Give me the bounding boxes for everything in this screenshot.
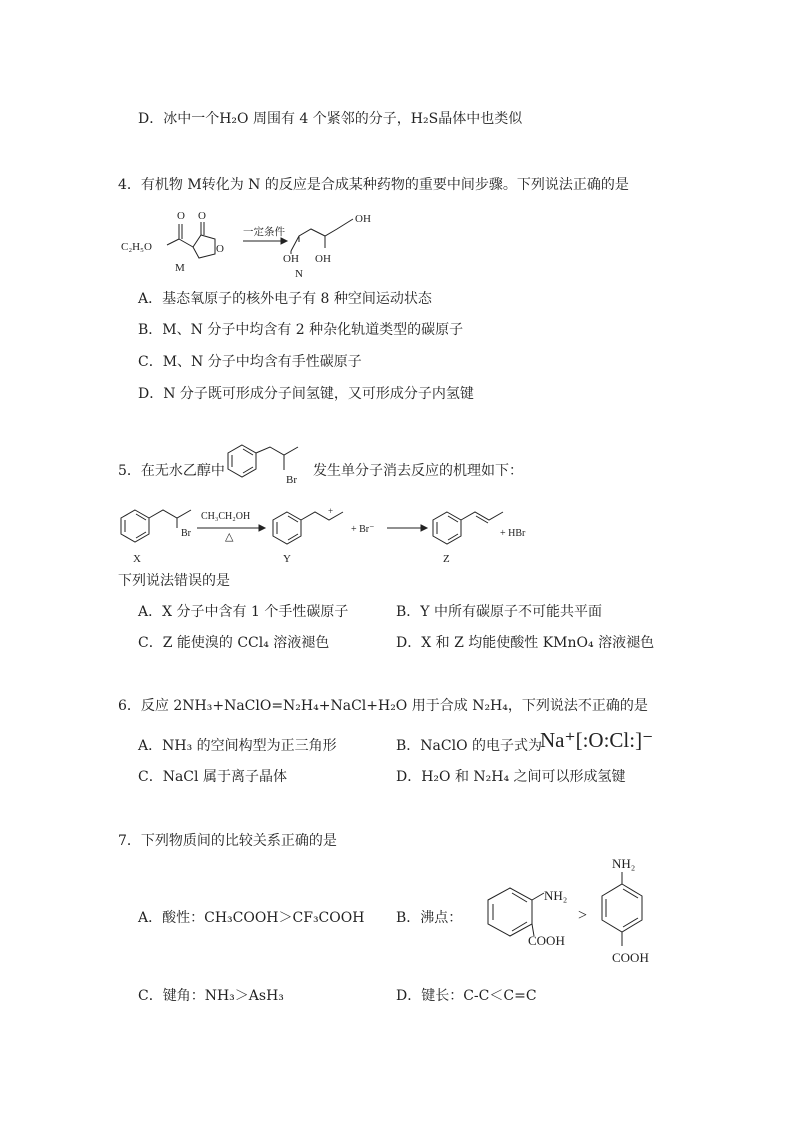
q5-option-a: A．X 分子中含有 1 个手性碳原子: [138, 604, 349, 620]
svg-text:COOH: COOH: [528, 933, 565, 948]
q5-condition-heat: △: [225, 531, 234, 543]
q4-stem: 4．有机物 M转化为 N 的反应是合成某种药物的重要中间步骤。下列说法正确的是: [118, 177, 629, 193]
q7-stem: 7．下列物质间的比较关系正确的是: [118, 833, 337, 849]
svg-text:OH: OH: [315, 253, 331, 265]
naclo-electron-formula: Na⁺[:O:Cl:]⁻: [540, 728, 654, 752]
svg-text:O: O: [198, 210, 206, 222]
svg-text:+: +: [328, 506, 334, 516]
q6-option-b: B．NaClO 的电子式为: [396, 738, 543, 754]
q6-option-c: C．NaCl 属于离子晶体: [138, 769, 287, 785]
q6-stem: 6．反应 2NH₃+NaClO=N₂H₄+NaCl+H₂O 用于合成 N₂H₄，下列说法不正确的是: [118, 698, 648, 714]
svg-text:O: O: [177, 210, 185, 222]
svg-text:Br: Br: [286, 474, 297, 486]
q4-condition: 一定条件: [243, 227, 285, 238]
q5-plus-bromide: + Br⁻: [351, 524, 375, 535]
q5-plus-hbr: + HBr: [500, 528, 526, 539]
svg-text:OH: OH: [355, 213, 371, 225]
q5-stem-pre: 5．在无水乙醇中: [118, 463, 225, 479]
q5-condition-solvent: CH₃CH₂OH: [201, 511, 251, 522]
q7-option-b: B．沸点：: [396, 910, 463, 926]
q5-option-d: D．X 和 Z 均能使酸性 KMnO₄ 溶液褪色: [396, 635, 655, 651]
q7-option-d: D．键长：C-C＜C=C: [396, 988, 537, 1004]
q5-inline-molecule: [226, 442, 316, 486]
q3-option-d: D．冰中一个H₂O 周围有 4 个紧邻的分子，H₂S晶体中也类似: [138, 111, 523, 127]
m-label: M: [175, 262, 185, 274]
svg-text:COOH: COOH: [612, 950, 649, 965]
q7-option-c: C．键角：NH₃＞AsH₃: [138, 988, 284, 1004]
q7-option-a: A．酸性：CH₃COOH＞CF₃COOH: [138, 910, 365, 926]
x-label: X: [133, 553, 141, 565]
q4-reaction-scheme: [115, 202, 375, 280]
q5-option-c: C．Z 能使溴的 CCl₄ 溶液褪色: [138, 635, 330, 651]
q5-prompt: 下列说法错误的是: [118, 573, 230, 589]
q6-option-a: A．NH₃ 的空间构型为正三角形: [138, 738, 337, 754]
y-label: Y: [283, 553, 291, 565]
q5-mechanism-scheme: [115, 500, 555, 570]
svg-text:Br: Br: [181, 528, 191, 539]
svg-text:NH₂: NH₂: [612, 856, 636, 871]
svg-text:NH₂: NH₂: [544, 888, 568, 903]
q4-option-a: A．基态氧原子的核外电子有 8 种空间运动状态: [138, 291, 432, 307]
q6-option-d: D．H₂O 和 N₂H₄ 之间可以形成氢键: [396, 769, 626, 785]
m-ester-group: C₂H₅O: [121, 241, 152, 253]
svg-text:OH: OH: [283, 253, 299, 265]
q4-option-b: B．M、N 分子中均含有 2 种杂化轨道类型的碳原子: [138, 322, 464, 338]
z-label: Z: [443, 553, 450, 565]
q5-stem-post: 发生单分子消去反应的机理如下：: [313, 463, 523, 479]
q4-option-d: D．N 分子既可形成分子间氢键，又可形成分子内氢键: [138, 386, 474, 402]
q5-option-b: B．Y 中所有碳原子不可能共平面: [396, 604, 602, 620]
svg-text:>: >: [578, 907, 588, 924]
svg-text:O: O: [216, 243, 224, 255]
n-label: N: [295, 268, 303, 280]
q4-option-c: C．M、N 分子中均含有手性碳原子: [138, 354, 362, 370]
q7-b-structures: [460, 852, 670, 982]
